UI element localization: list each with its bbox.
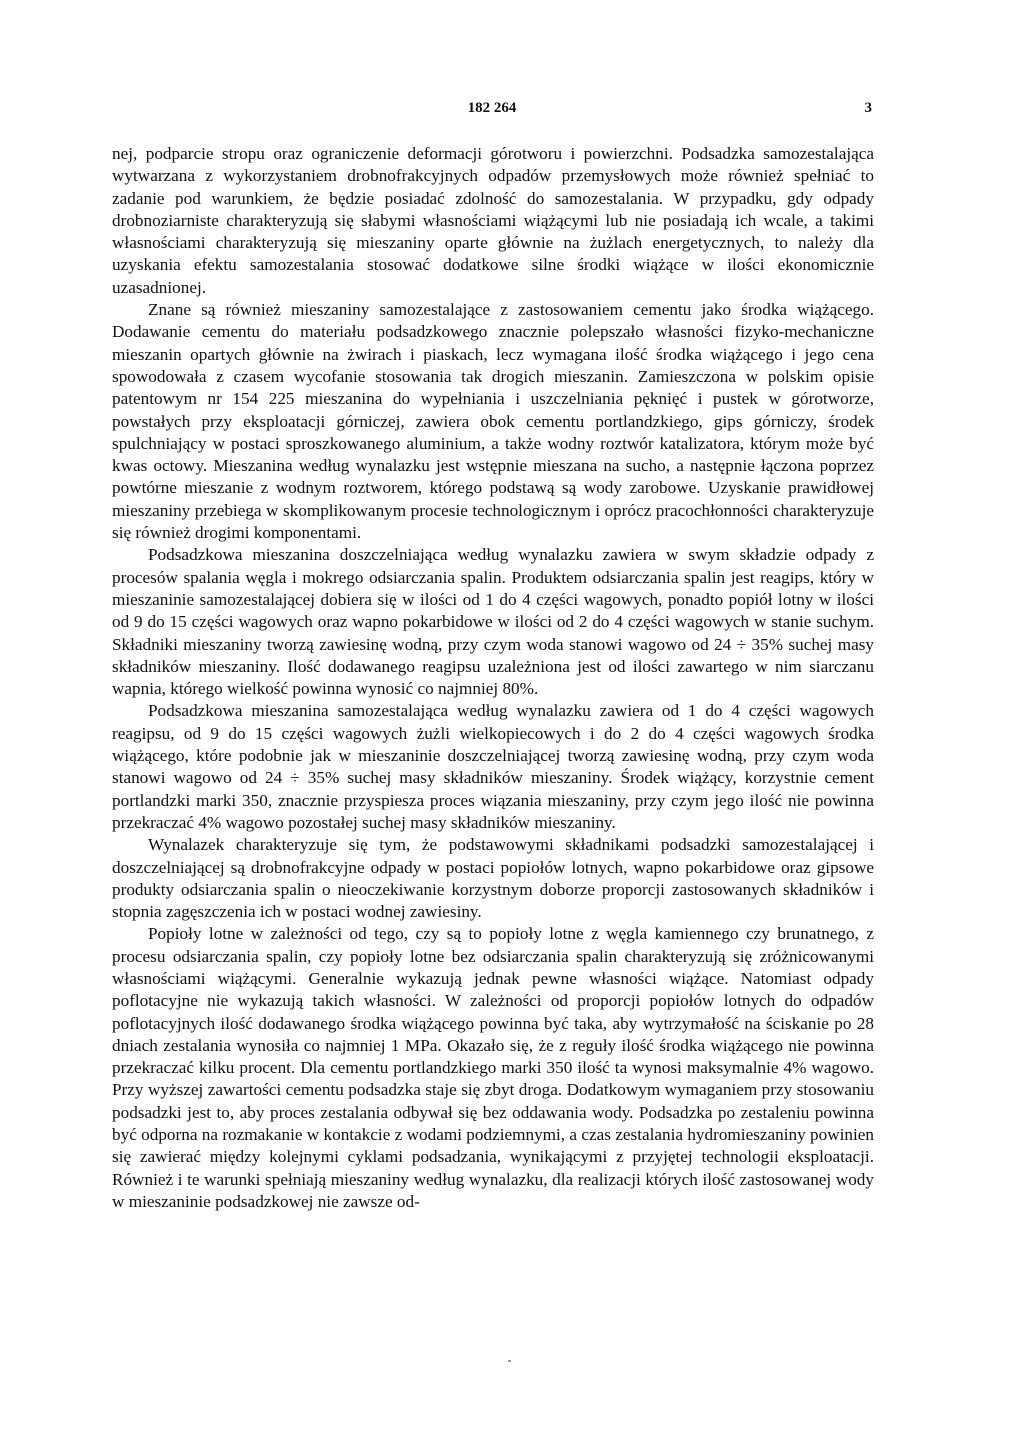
document-body [112, 143, 874, 1213]
paragraph-2: Znane są również mieszaniny samozestalające z zastosowaniem cementu jako środka wiążącego. Dodawanie cementu do materiału podsadzkowego znacznie polepszało własności fizyko-mechaniczne mieszanin opartych głównie na żwirach i piaskach, lecz wymagana ilość środka wiążącego i jego cena spowodowała z czasem wycofanie stosowania tak drogich mieszanin. Zamieszczona w polskim opisie patentowym nr 154 225 mieszanina do wypełniania i uszczelniania pęknięć i pustek w górotworze, powstałych przy eksploatacji górniczej, zawiera obok cementu portlandzkiego, gips górniczy, środek spulchniający w postaci sproszkowanego aluminium, a także wodny roztwór katalizatora, którym może być kwas octowy. Mieszanina według wynalazku jest wstępnie mieszana na sucho, a następnie łączona poprzez powtórne mieszanie z wodnym roztworem, którego podstawą są wody zarobowe. Uzyskanie prawidłowej mieszaniny przebiega w skomplikowanym procesie technologicznym i oprócz pracochłonności charakteryzuje się również drogimi komponentami. [112, 300, 874, 543]
page-number: 3 [864, 100, 872, 116]
page-header [112, 100, 872, 124]
paragraph-5: Wynalazek charakteryzuje się tym, że podstawowymi składnikami podsadzki samozestalającej i doszczelniającej są drobnofrakcyjne odpady w postaci popiołów lotnych, wapno pokarbidowe oraz gipsowe produkty odsiarczania spalin o nieoczekiwanie korzystnym doborze proporcji zastosowanych składników i stopnia zagęszczenia ich w postaci wodnej zawiesiny. [112, 835, 874, 922]
paragraph-3: Podsadzkowa mieszanina doszczelniająca według wynalazku zawiera w swym składzie odpady z procesów spalania węgla i mokrego odsiarczania spalin. Produktem odsiarczania spalin jest reagips, który w mieszaninie samozestalającej dobiera się w ilości od 1 do 4 części wagowych, ponadto popiół lotny w ilości od 9 do 15 części wagowych oraz wapno pokarbidowe w ilości od 2 do 4 części wagowych w stanie suchym. Składniki mieszaniny tworzą zawiesinę wodną, przy czym woda stanowi wagowo od 24 ÷ 35% suchej masy składników mieszaniny. Ilość dodawanego reagipsu uzależniona jest od ilości zawartego w nim siarczanu wapnia, którego wielkość powinna wynosić co najmniej 80%. [112, 545, 874, 699]
paragraph-1: nej, podparcie stropu oraz ograniczenie deformacji górotworu i powierzchni. Podsadzka samozestalająca wytwarzana z wykorzystaniem drobnofrakcyjnych odpadów przemysłowych może również spełniać to zadanie pod warunkiem, że będzie posiadać zdolność do samozestalania. W przypadku, gdy odpady drobnoziarniste charakteryzują się słabymi własnościami wiążącymi lub nie posiadają ich wcale, a takimi własnościami charakteryzują się mieszaniny oparte głównie na żużlach energetycznych, to należy dla uzyskania efektu samozestalania stosować dodatkowe silne środki wiążące w ilości ekonomicznie uzasadnionej. [112, 144, 874, 297]
scan-speck [508, 1360, 511, 1362]
paragraph-6: Popioły lotne w zależności od tego, czy są to popioły lotne z węgla kamiennego czy brunatnego, z procesu odsiarczania spalin, czy popioły lotne bez odsiarczania spalin charakteryzują się zróżnicowanymi własnościami wiążącymi. Generalnie wykazują jednak pewne własności wiążące. Natomiast odpady poflotacyjne nie wykazują takich własności. W zależności od proporcji popiołów lotnych do odpadów poflotacyjnych ilość dodawanego środka wiążącego powinna być taka, aby wytrzymałość na ściskanie po 28 dniach zestalania wynosiła co najmniej 1 MPa. Okazało się, że z reguły ilość środka wiążącego nie powinna przekraczać kilku procent. Dla cementu portlandzkiego marki 350 ilość ta wynosi maksymalnie 4% wagowo. Przy wyższej zawartości cementu podsadzka staje się zbyt droga. Dodatkowym wymaganiem przy stosowaniu podsadzki jest to, aby proces zestalania odbywał się bez oddawania wody. Podsadzka po zestaleniu powinna być odporna na rozmakanie w kontakcie z wodami podziemnymi, a czas zestalania hydromieszaniny powinien się zawierać między kolejnymi cyklami podsadzania, wynikającymi z przyjętej technologii eksploatacji. Również i te warunki spełniają mieszaniny według wynalazku, dla realizacji których ilość zastosowanej wody w mieszaninie podsadzkowej nie zawsze od- [112, 924, 874, 1211]
patent-number: 182 264 [467, 100, 517, 116]
paragraph-4: Podsadzkowa mieszanina samozestalająca według wynalazku zawiera od 1 do 4 części wagowych reagipsu, od 9 do 15 części wagowych żużli wielkopiecowych i do 2 do 4 części wagowych środka wiążącego, które podobnie jak w mieszaninie doszczelniającej tworzą zawiesinę wodną, przy czym woda stanowi wagowo od 24 ÷ 35% suchej masy składników mieszaniny. Środek wiążący, korzystnie cement portlandzki marki 350, znacznie przyspiesza proces wiązania mieszaniny, przy czym jego ilość nie powinna przekraczać 4% wagowo pozostałej suchej masy składników mieszaniny. [112, 701, 874, 832]
